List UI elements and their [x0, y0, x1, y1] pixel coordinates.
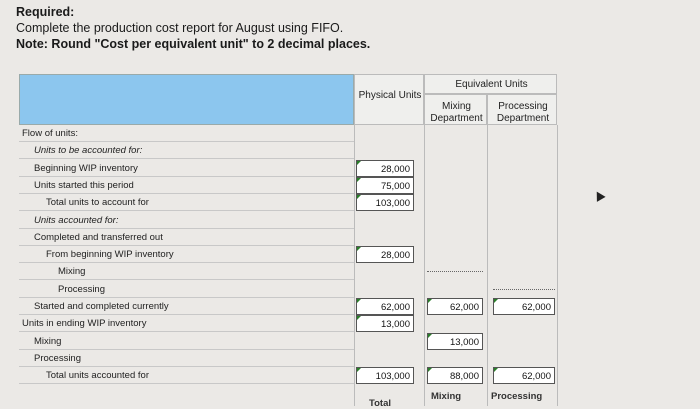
rounding-note: Note: Round "Cost per equivalent unit" to 2 decimal places.: [16, 37, 371, 51]
mixing-department-label: Mixing Department: [430, 101, 483, 124]
physical-input[interactable]: 103,000: [356, 367, 414, 384]
processing-input: [493, 194, 555, 211]
mixing-input: [427, 229, 483, 246]
row-label: Processing: [19, 281, 354, 298]
physical-input[interactable]: 28,000: [356, 246, 414, 263]
table-row: [19, 194, 557, 211]
mixing-input: [427, 281, 483, 298]
physical-input: [356, 281, 414, 298]
physical-input: [356, 125, 414, 142]
footer-total-label: Total: [369, 398, 391, 409]
physical-input: [356, 333, 414, 350]
physical-input: [356, 229, 414, 246]
row-label: Mixing: [19, 263, 354, 280]
instructions: [16, 4, 370, 52]
processing-input[interactable]: 62,000: [493, 367, 555, 384]
production-cost-report-table: [19, 74, 557, 409]
input-marker-icon: [428, 334, 432, 338]
table-row: [19, 142, 557, 159]
footer-processing-label: Processing: [491, 391, 543, 402]
processing-input: [493, 350, 555, 367]
physical-input[interactable]: 75,000: [356, 177, 414, 194]
row-label: Flow of units:: [19, 125, 354, 142]
mixing-input: [427, 350, 483, 367]
input-marker-icon: [357, 247, 361, 251]
required-heading: Required:: [16, 5, 75, 19]
processing-input[interactable]: 62,000: [493, 298, 555, 315]
processing-input: [493, 160, 555, 177]
table-row: [19, 246, 557, 263]
processing-input: [493, 333, 555, 350]
physical-units-label: Physical Units: [358, 90, 422, 101]
processing-department-label: Processing Department: [496, 101, 550, 124]
row-label: Total units accounted for: [19, 367, 354, 384]
mixing-input: [427, 142, 483, 159]
physical-input[interactable]: 62,000: [356, 298, 414, 315]
row-label: Total units to account for: [19, 194, 354, 211]
row-label: Completed and transferred out: [19, 229, 354, 246]
input-marker-icon: [357, 368, 361, 372]
table-row: [19, 125, 557, 142]
table-row: [19, 298, 557, 315]
input-marker-icon: [357, 299, 361, 303]
column-divider: [487, 125, 488, 406]
dotted-placeholder: [493, 289, 555, 290]
processing-input: [493, 263, 555, 280]
column-divider: [557, 125, 558, 406]
processing-department-header: [487, 94, 557, 125]
table-row: [19, 315, 557, 332]
input-marker-icon: [428, 368, 432, 372]
row-label: Mixing: [19, 333, 354, 350]
table-row: [19, 367, 557, 384]
processing-input: [493, 212, 555, 229]
mixing-input: [427, 315, 483, 332]
row-label: Beginning WIP inventory: [19, 160, 354, 177]
input-marker-icon: [357, 178, 361, 182]
mixing-input: [427, 160, 483, 177]
column-divider: [424, 125, 425, 406]
input-marker-icon: [357, 316, 361, 320]
row-label: Started and completed currently: [19, 298, 354, 315]
footer-mixing-label: Mixing: [431, 391, 462, 402]
table-row: [19, 177, 557, 194]
physical-units-header: [354, 74, 424, 125]
processing-input: [493, 315, 555, 332]
physical-input[interactable]: 28,000: [356, 160, 414, 177]
processing-input: [493, 125, 555, 142]
table-row: [19, 350, 557, 367]
table-row: [19, 229, 557, 246]
row-label: From beginning WIP inventory: [19, 246, 354, 263]
row-label: Units accounted for:: [19, 212, 354, 229]
row-label: Units in ending WIP inventory: [19, 315, 354, 332]
row-label: Units started this period: [19, 177, 354, 194]
input-marker-icon: [494, 299, 498, 303]
input-marker-icon: [357, 161, 361, 165]
column-divider: [354, 125, 355, 406]
mixing-input: [427, 177, 483, 194]
mixing-input[interactable]: 13,000: [427, 333, 483, 350]
physical-input: [356, 212, 414, 229]
mixing-input: [427, 246, 483, 263]
table-row: [19, 160, 557, 177]
table-row: [19, 281, 557, 298]
mixing-input: [427, 212, 483, 229]
mouse-cursor-icon: [592, 189, 605, 202]
physical-input: [356, 350, 414, 367]
input-marker-icon: [357, 195, 361, 199]
physical-input[interactable]: 13,000: [356, 315, 414, 332]
processing-input: [493, 177, 555, 194]
equivalent-units-header: [424, 74, 557, 94]
instruction-text: Complete the production cost report for August using FIFO.: [16, 21, 344, 35]
processing-input: [493, 229, 555, 246]
mixing-input[interactable]: 62,000: [427, 298, 483, 315]
input-marker-icon: [494, 368, 498, 372]
mixing-input: [427, 194, 483, 211]
processing-input: [493, 142, 555, 159]
equivalent-units-label: Equivalent Units: [455, 79, 528, 90]
mixing-department-header: [424, 94, 487, 125]
physical-input[interactable]: 103,000: [356, 194, 414, 211]
input-marker-icon: [428, 299, 432, 303]
table-row: [19, 333, 557, 350]
row-label: Units to be accounted for:: [19, 142, 354, 159]
processing-input: [493, 246, 555, 263]
table-row: [19, 212, 557, 229]
mixing-input[interactable]: 88,000: [427, 367, 483, 384]
physical-input: [356, 263, 414, 280]
row-label: Processing: [19, 350, 354, 367]
mixing-input: [427, 125, 483, 142]
dotted-placeholder: [427, 271, 483, 272]
table-header-blank: [19, 74, 354, 125]
physical-input: [356, 142, 414, 159]
